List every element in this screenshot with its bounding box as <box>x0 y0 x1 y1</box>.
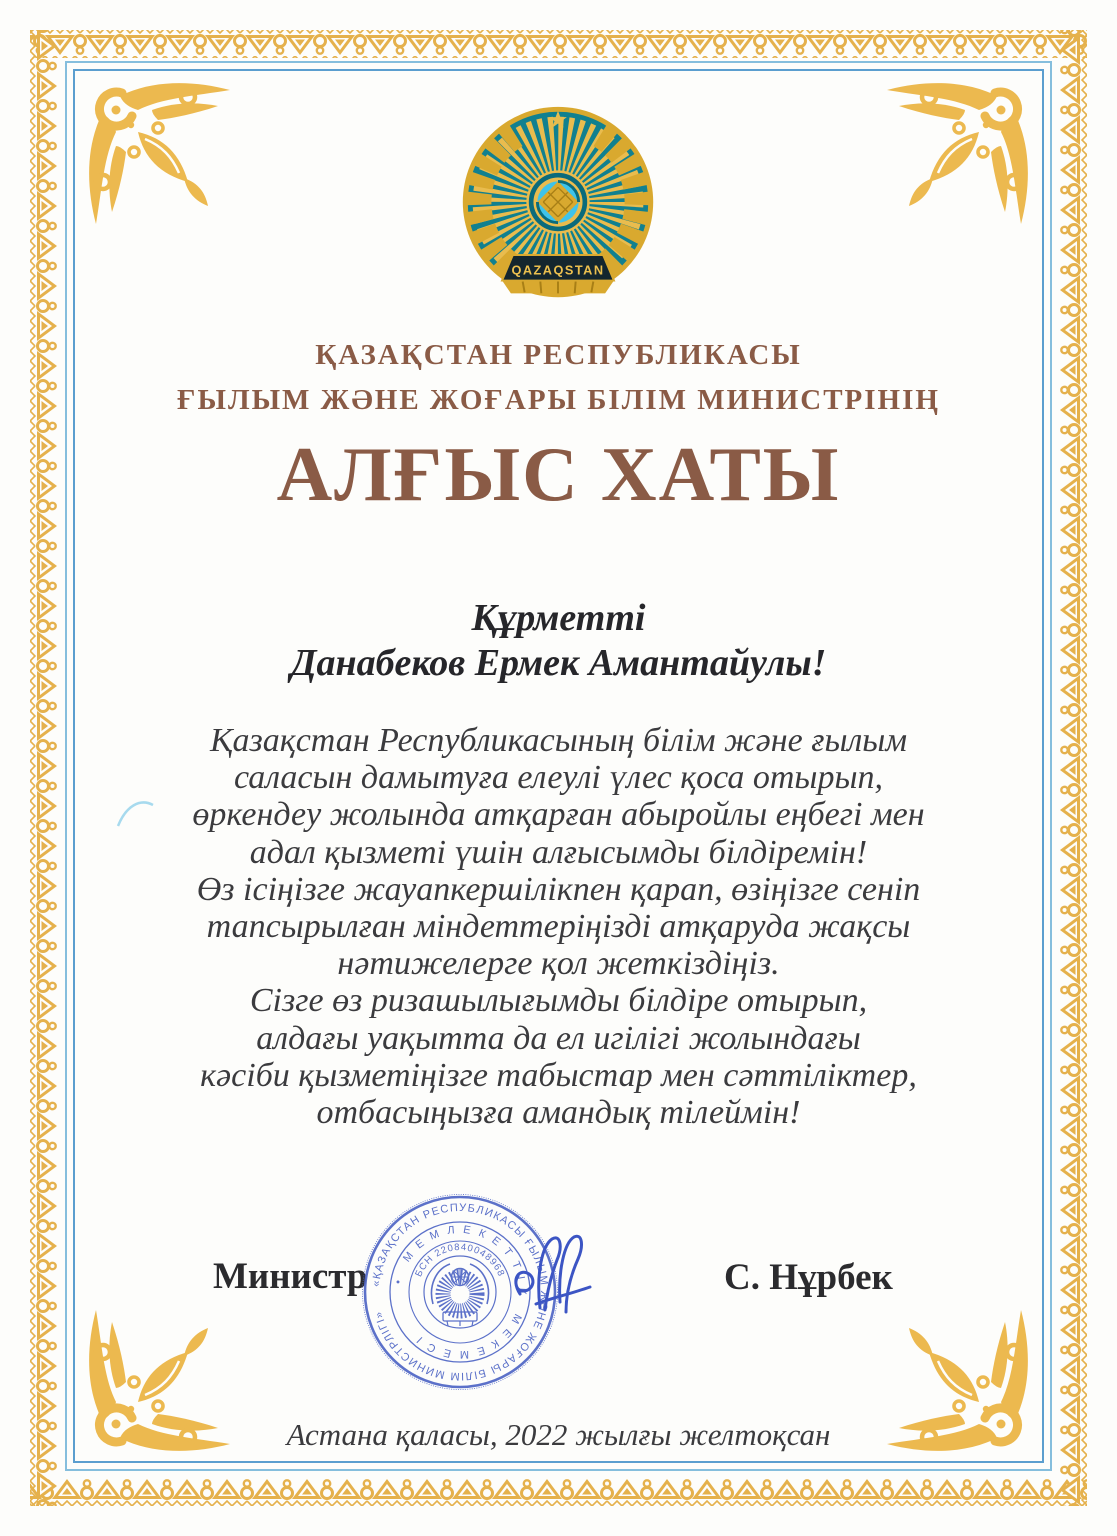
stamp-outer-ring-text: «ҚАЗАҚСТАН РЕСПУБЛИКАСЫ ҒЫЛЫМ ЖӘНЕ ЖОҒАРЫ БІЛІМ МИНИСТРЛІГІ» <box>370 1201 551 1383</box>
emblem-shanyrak <box>528 172 589 233</box>
emblem-banner-text: QAZAQSTAN <box>511 262 605 278</box>
body-text-line: Қазақстан Республикасының білім және ғылым <box>209 722 908 759</box>
stamp-inner-ring-text: • МЕМЛЕКЕТТІК МЕКЕМЕСІ <box>392 1223 529 1361</box>
recipient-name: Данабеков Ермек Амантайулы! <box>290 642 827 684</box>
body-paragraphs <box>0 722 1117 1131</box>
body-text-line: адал қызметі үшін алғысымды білдіремін! <box>249 833 868 871</box>
body-text-line: Сізге өз ризашылығымды білдіре отырып, <box>249 982 868 1020</box>
minister-signature <box>506 1230 596 1336</box>
signer-name: С. Нұрбек <box>724 1257 893 1298</box>
body-text-line: өркендеу жолында атқарған абыройлы еңбегі мен <box>192 796 925 834</box>
stamp-bsn-text: БСН 220840048968 <box>413 1241 507 1279</box>
body-text-line: нәтижелерге қол жеткіздіңіз. <box>337 945 780 983</box>
body-text-line: саласын дамытуға елеулі үлес қоса отырып, <box>233 759 883 797</box>
place-and-date: Астана қаласы, 2022 жылғы желтоқсан <box>286 1417 831 1452</box>
border-band-top <box>30 30 1087 58</box>
body-text-line: отбасыңызға амандық тілеймін! <box>316 1094 801 1132</box>
document-title: АЛҒЫС ХАТЫ <box>276 431 841 517</box>
border-band-bottom <box>30 1478 1087 1506</box>
corner-flourish-top-right <box>887 83 1028 224</box>
emblem-banner <box>502 255 614 293</box>
body-text-line: Өз ісіңізге жауапкершілікпен қарап, өзіңізге сеніп <box>196 870 921 908</box>
body-text-line: алдағы уақытта да ел игілігі жолындағы <box>256 1019 861 1057</box>
kazakhstan-emblem <box>450 98 666 310</box>
corner-flourish-top-left <box>89 83 230 224</box>
body-text-line: кәсіби қызметіңізге табыстар мен сәттіліктер, <box>200 1056 917 1094</box>
body-text-line: тапсырылған міндеттеріңізді атқаруда жақсы <box>206 908 911 946</box>
ministry-line-2: ҒЫЛЫМ ЖӘНЕ ЖОҒАРЫ БІЛІМ МИНИСТРІНІҢ <box>177 384 940 416</box>
salutation-block <box>0 596 1117 686</box>
ministry-line-1: ҚАЗАҚСТАН РЕСПУБЛИКАСЫ <box>315 339 802 371</box>
stamp-center-emblem <box>424 1256 496 1328</box>
signer-title: Министр <box>213 1256 368 1297</box>
salutation-word: Құрметті <box>471 597 646 639</box>
